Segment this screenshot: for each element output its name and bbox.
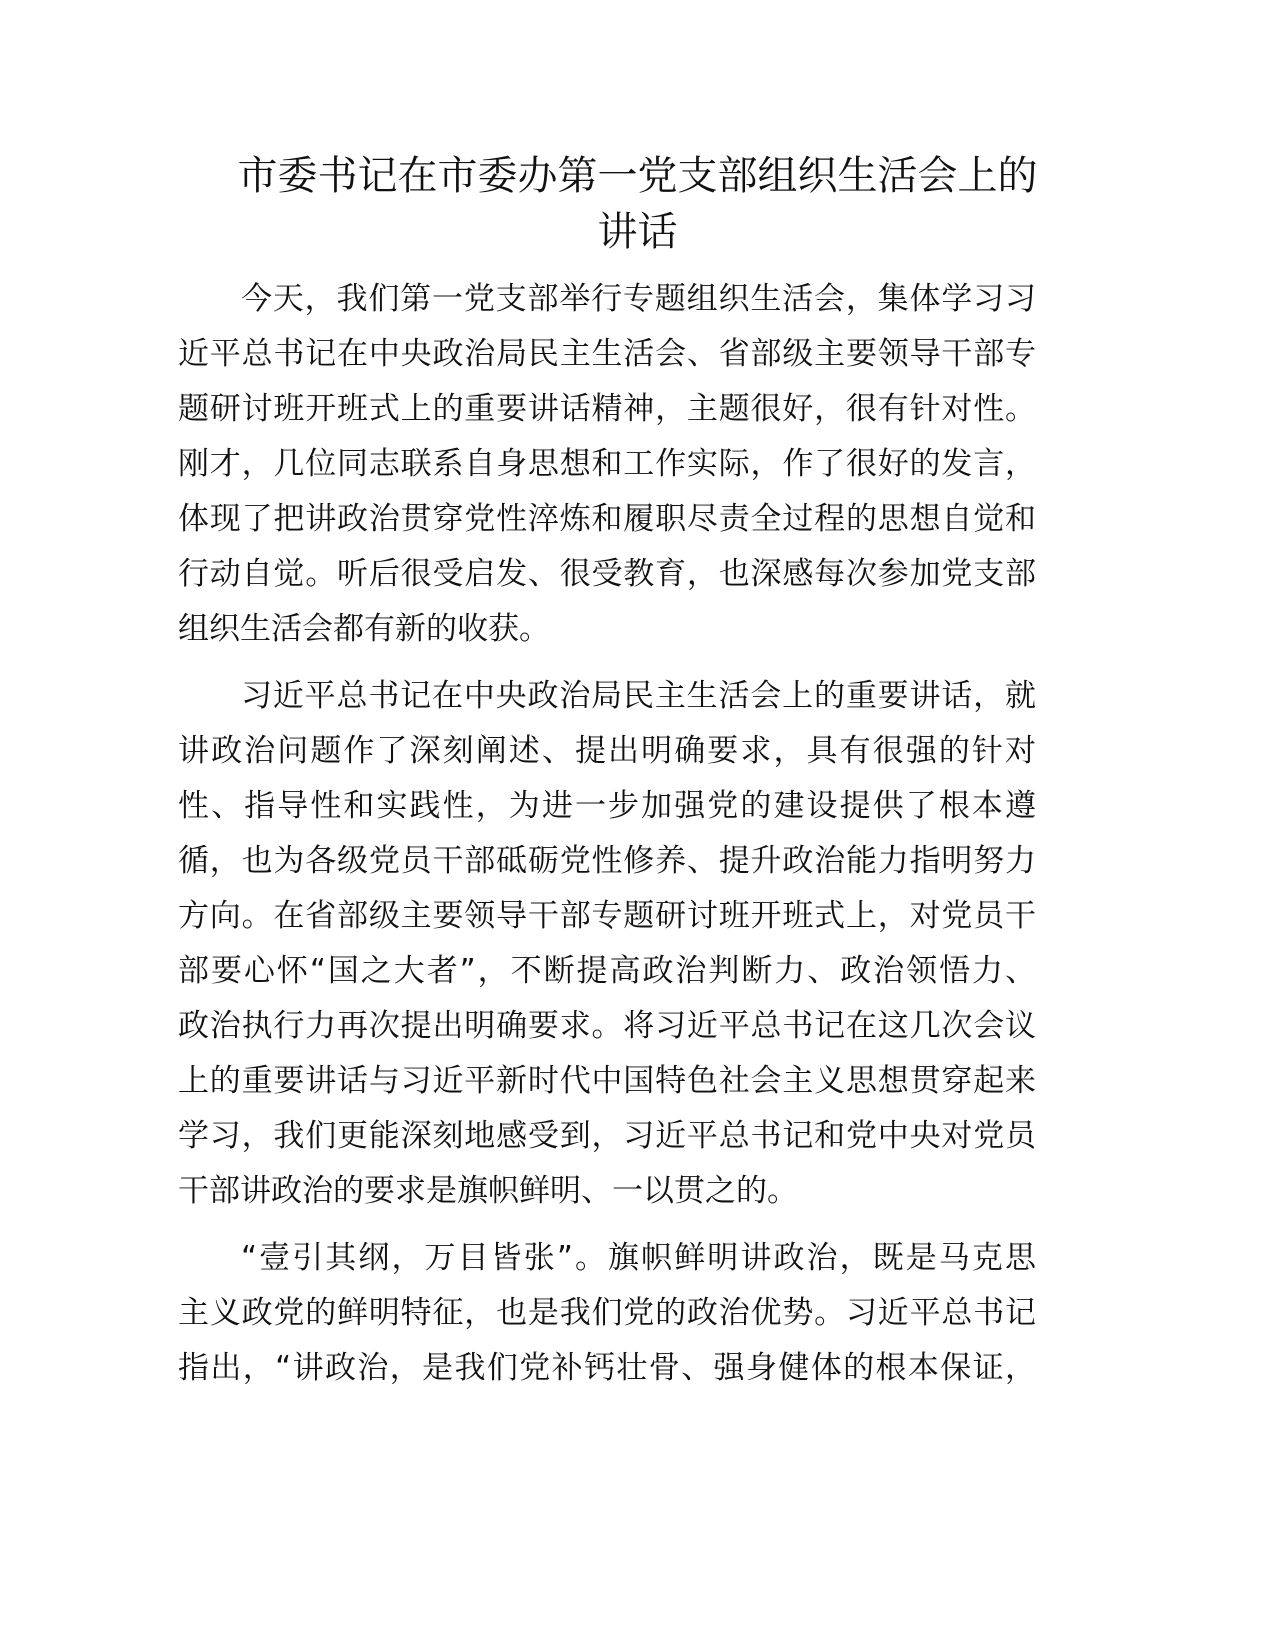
text-line: 性、指导性和实践性，为进一步加强党的建设提供了根本遵 <box>178 788 1036 824</box>
text-line: 近平总书记在中央政治局民主生活会、省部级主要领导干部专 <box>178 336 1036 372</box>
paragraph <box>178 669 1036 1219</box>
text-line: 部要心怀“国之大者”，不断提高政治判断力、政治领悟力、 <box>178 953 1036 989</box>
text-line: “壹引其纲，万目皆张”。旗帜鲜明讲政治，既是马克思 <box>241 1240 1036 1276</box>
title-line: 市委书记在市委办第一党支部组织生活会上的 <box>237 153 1038 199</box>
text-line: 方向。在省部级主要领导干部专题研讨班开班式上，对党员干 <box>178 898 1036 934</box>
text-line: 刚才，几位同志联系自身思想和工作实际，作了很好的发言， <box>178 446 1036 482</box>
document-body <box>178 272 1036 1408</box>
text-line: 政治执行力再次提出明确要求。将习近平总书记在这几次会议 <box>178 1008 1036 1044</box>
document-title <box>0 148 1275 260</box>
text-line: 组织生活会都有新的收获。 <box>178 611 550 647</box>
text-line: 题研讨班开班式上的重要讲话精神，主题很好，很有针对性。 <box>178 391 1036 427</box>
text-line: 主义政党的鲜明特征，也是我们党的政治优势。习近平总书记 <box>178 1295 1036 1331</box>
text-line: 干部讲政治的要求是旗帜鲜明、一以贯之的。 <box>178 1173 798 1209</box>
text-line: 习近平总书记在中央政治局民主生活会上的重要讲话，就 <box>241 678 1036 714</box>
text-line: 行动自觉。听后很受启发、很受教育，也深感每次参加党支部 <box>178 556 1036 592</box>
text-line: 上的重要讲话与习近平新时代中国特色社会主义思想贯穿起来 <box>178 1063 1036 1099</box>
text-line: 学习，我们更能深刻地感受到，习近平总书记和党中央对党员 <box>178 1118 1036 1154</box>
text-line: 体现了把讲政治贯穿党性淬炼和履职尽责全过程的思想自觉和 <box>178 501 1036 537</box>
text-line: 循，也为各级党员干部砥砺党性修养、提升政治能力指明努力 <box>178 843 1036 879</box>
text-line: 讲政治问题作了深刻阐述、提出明确要求，具有很强的针对 <box>178 733 1036 769</box>
paragraph <box>178 1231 1036 1396</box>
text-line: 今天，我们第一党支部举行专题组织生活会，集体学习习 <box>241 281 1036 317</box>
title-line: 讲话 <box>597 209 678 255</box>
paragraph <box>178 272 1036 657</box>
text-line: 指出，“讲政治，是我们党补钙壮骨、强身健体的根本保证， <box>178 1350 1036 1386</box>
